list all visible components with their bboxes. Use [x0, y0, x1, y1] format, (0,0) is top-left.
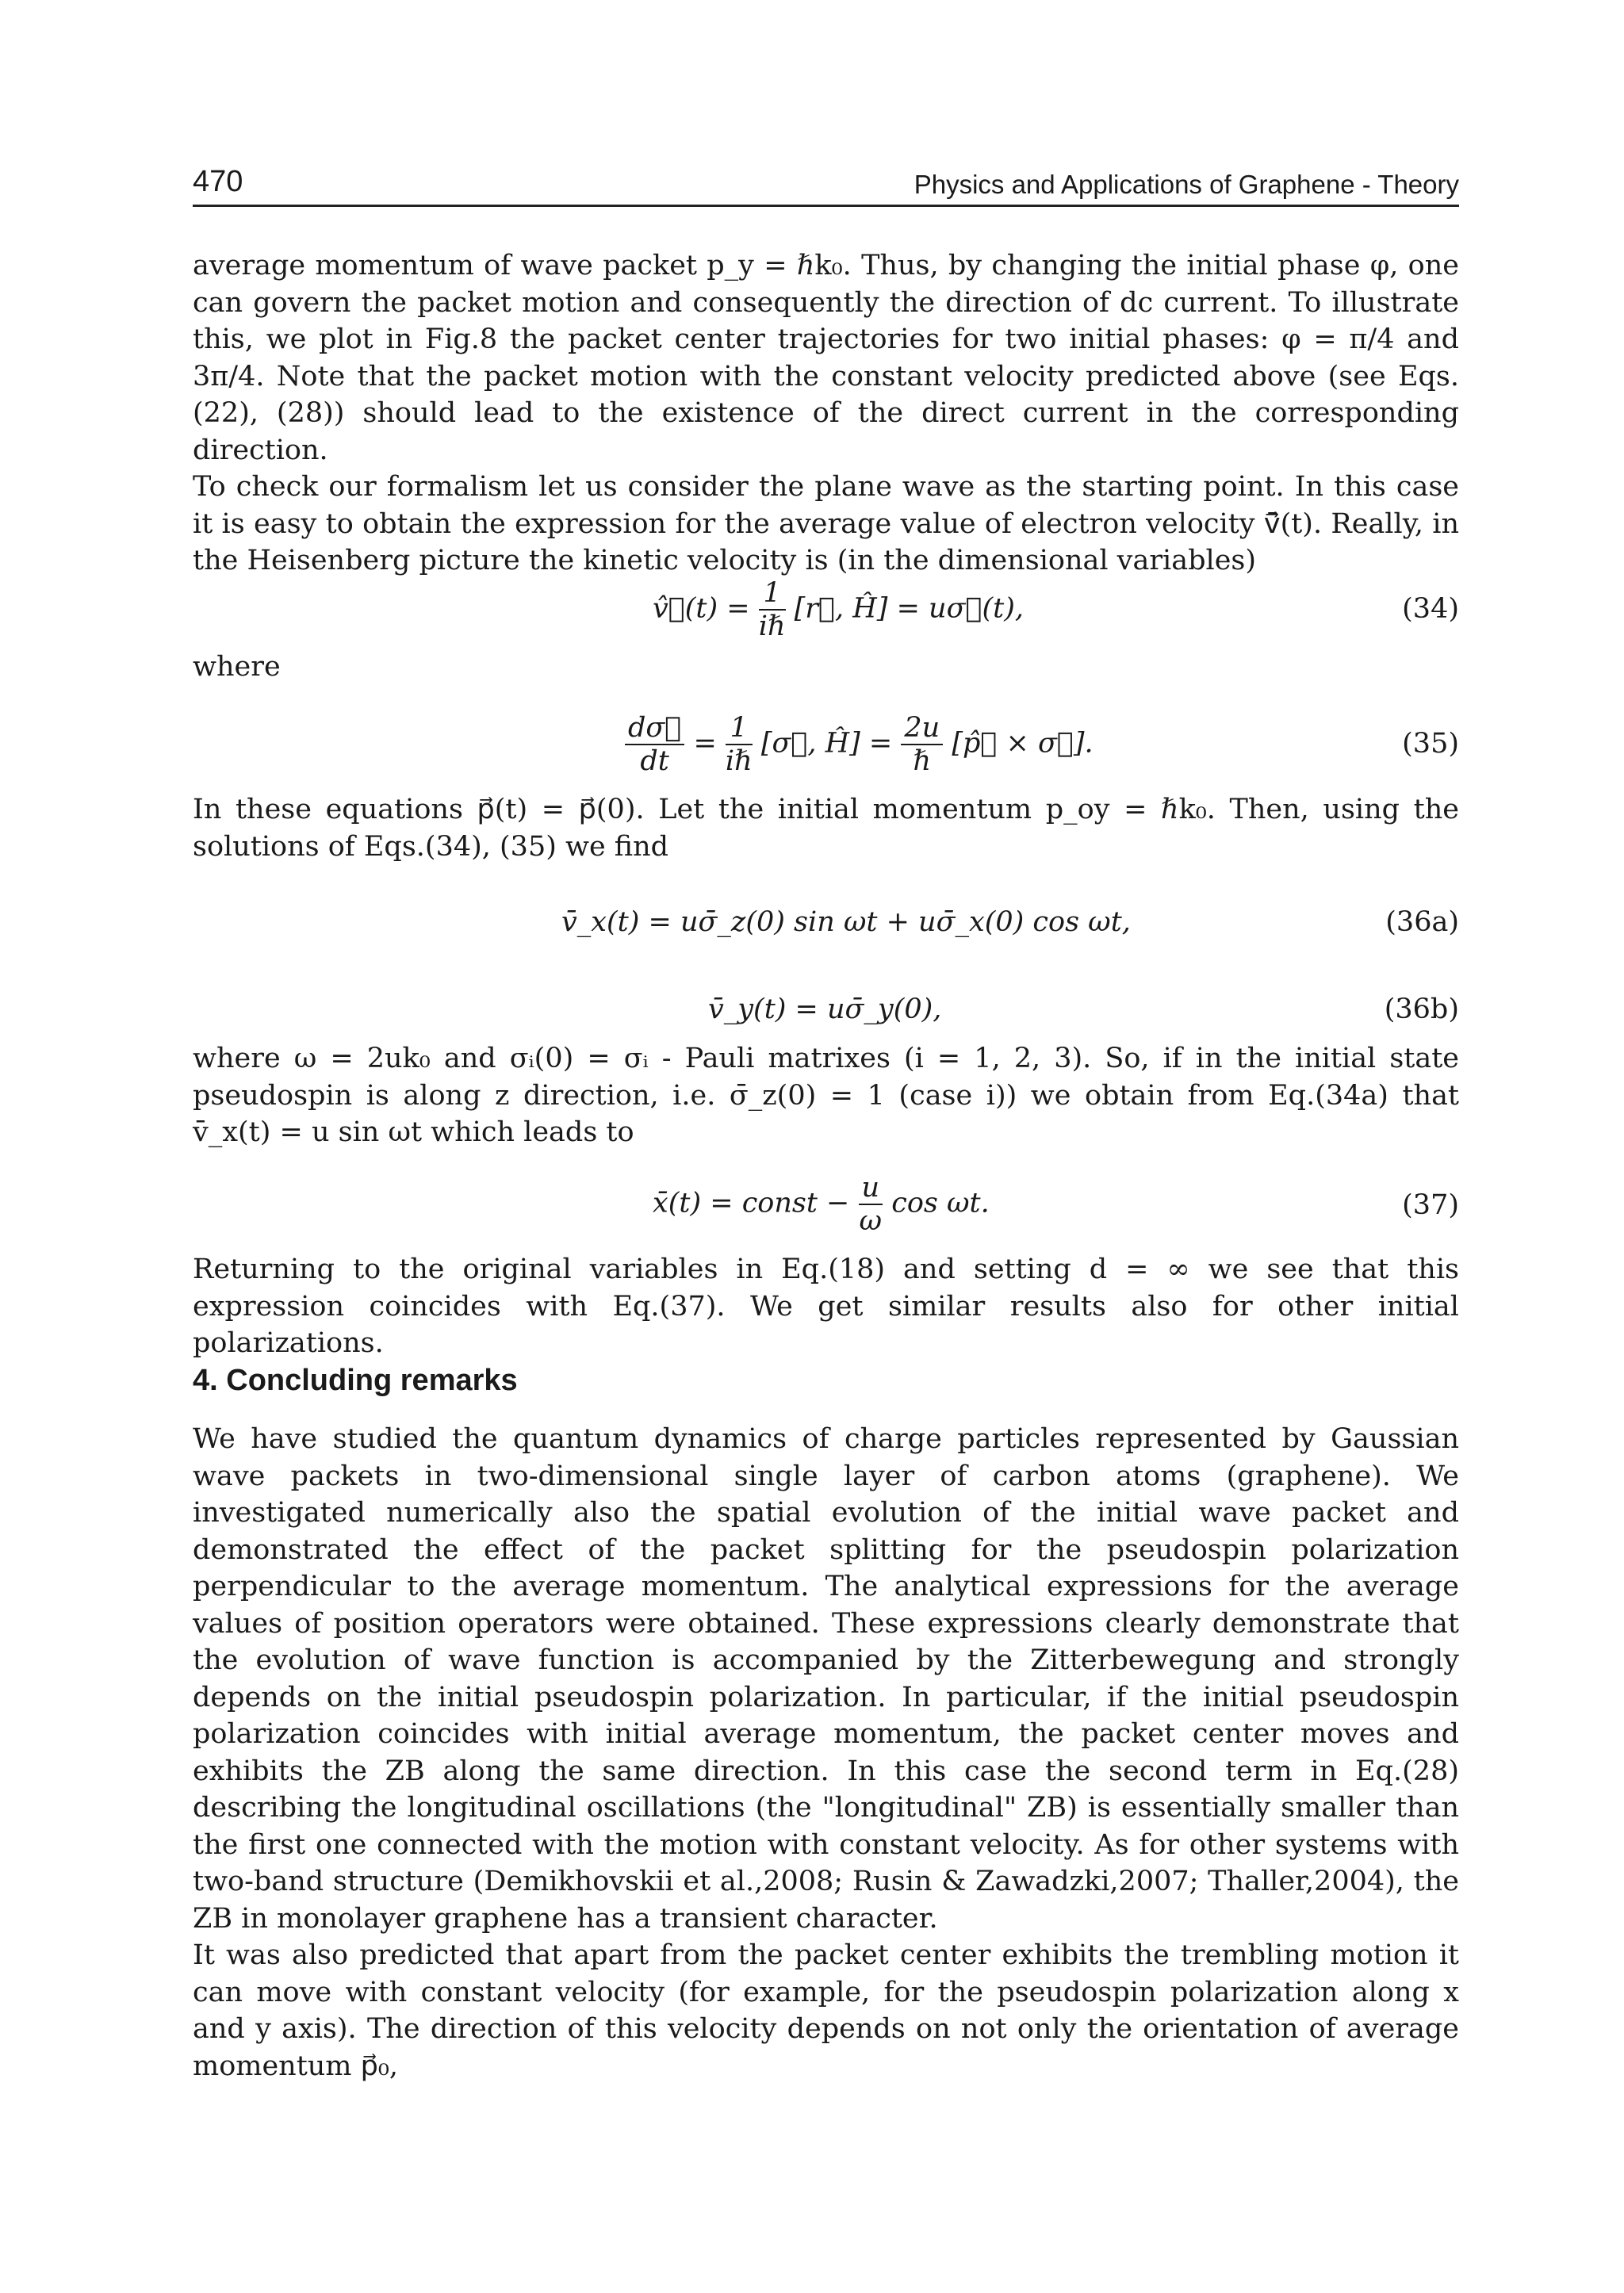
- equation-number: (36b): [1384, 993, 1459, 1025]
- eq-fraction: [726, 712, 753, 777]
- equation-36a: [193, 906, 1459, 970]
- paragraph-text: Returning to the original variables in Eq.(18) and setting d = ∞ we see that this expression coincides with Eq.(37). We get similar results also for other initial polarizations.: [193, 1254, 1459, 1359]
- eq-right: [p̂⃗ × σ⃗].: [952, 727, 1094, 760]
- paragraph-text: average momentum of wave packet p_y = ℏk₀. Thus, by changing the initial phase φ, one can govern the packet motion and consequently the direction of dc current. To illustrate this, we plot in Fig.8 the packet center trajectories for two initial phases: φ = π/4 and 3π/4. Note that the packet motion with the constant velocity predicted above (see Eqs.(22), (28)) should lead to the existence of the direct current in the corresponding direction.: [193, 250, 1459, 466]
- equation-37: [193, 1172, 1459, 1235]
- frac-numerator: 1: [759, 577, 786, 611]
- equation-number: (37): [1402, 1189, 1459, 1221]
- frac-denominator: ℏ: [913, 745, 932, 777]
- eq-fraction: [625, 712, 684, 777]
- paragraph-text: We have studied the quantum dynamics of charge particles represented by Gaussian wave packets in two-dimensional single layer of carbon atoms (graphene). We investigated numerically also the spatial evolution of the initial wave packet and demonstrated the effect of the packet splitting for the pseudospin polarization perpendicular to the average momentum. The analytical expressions for the average values of position operators were obtained. These expressions clearly demonstrate that the evolution of wave function is accompanied by the Zitterbewegung and strongly depends on the initial pseudospin polarization. In particular, if the initial pseudospin polarization coincides with initial average momentum, the packet center moves and exhibits the ZB along the same direction. In this case the second term in Eq.(28) describing the longitudinal oscillations (the "longitudinal" ZB) is essentially smaller than the first one connected with the motion with constant velocity. As for other systems with two-band structure (Demikhovskii et al.,2008; Rusin & Zawadzki,2007; Thaller,2004), the ZB in monolayer graphene has a transient character.: [193, 1423, 1459, 1935]
- eq-body: v̄_y(t) = uσ̄_y(0),: [708, 993, 942, 1025]
- paragraph-5: [193, 1251, 1459, 1362]
- frac-numerator: 1: [726, 712, 753, 745]
- frac-numerator: u: [859, 1172, 883, 1205]
- eq-equals: =: [693, 727, 717, 760]
- paragraph-text: In these equations p⃗(t) = p⃗(0). Let the initial momentum p_oy = ℏk₀. Then, using the solutions of Eqs.(34), (35) we find: [193, 794, 1459, 863]
- paragraph-text: It was also predicted that apart from the packet center exhibits the trembling motion it can move with constant velocity (for example, for the pseudospin polarization along x and y axis). The direction of this velocity depends on not only the orientation of average momentum p⃗₀,: [193, 1939, 1459, 2082]
- equation-number: (34): [1402, 593, 1459, 625]
- page-number: 470: [193, 165, 243, 198]
- equation-number: (36a): [1385, 906, 1459, 938]
- equation-35: [193, 712, 1459, 775]
- frac-denominator: iℏ: [725, 745, 753, 777]
- frac-numerator: 2u: [901, 712, 943, 745]
- frac-denominator: ω: [859, 1205, 883, 1237]
- paragraph-text: where: [193, 651, 281, 683]
- where-label: [193, 649, 1459, 686]
- paragraph-text: To check our formalism let us consider the plane wave as the starting point. In this case it is easy to obtain the expression for the average value of electron velocity v̄⃗(t). Really, in the Heisenberg picture the kinetic velocity is (in the dimensional variables): [193, 471, 1459, 576]
- frac-denominator: iℏ: [758, 611, 786, 642]
- frac-denominator: dt: [640, 745, 669, 777]
- paragraph-1: [193, 247, 1459, 580]
- section-heading: 4. Concluding remarks: [193, 1364, 518, 1397]
- eq-fraction: [859, 1172, 883, 1237]
- paragraph-3: [193, 791, 1459, 865]
- eq-left: v̂⃗(t) =: [653, 592, 750, 625]
- paragraph-4: [193, 1040, 1459, 1151]
- equation-number: (35): [1402, 728, 1459, 760]
- eq-mid: [σ⃗, Ĥ] =: [760, 727, 893, 760]
- eq-body: v̄_x(t) = uσ̄_z(0) sin ωt + uσ̄_x(0) cos ωt,: [561, 906, 1131, 938]
- page-header: [193, 165, 1459, 207]
- eq-right: [r⃗, Ĥ] = uσ⃗(t),: [794, 592, 1024, 625]
- equation-34: [193, 577, 1459, 641]
- eq-fraction: [759, 577, 786, 642]
- paragraph-text: where ω = 2uk₀ and σᵢ(0) = σᵢ - Pauli matrixes (i = 1, 2, 3). So, if in the initial state pseudospin is along z direction, i.e. σ̄_z(0) = 1 (case i)) we obtain from Eq.(34a) that v̄_x(t) = u sin ωt which leads to: [193, 1043, 1459, 1148]
- eq-right: cos ωt.: [891, 1187, 990, 1219]
- running-title: Physics and Applications of Graphene - Theory: [914, 170, 1459, 199]
- frac-numerator: dσ⃗: [625, 712, 684, 745]
- eq-fraction: [901, 712, 943, 777]
- paragraph-6: [193, 1421, 1459, 2084]
- eq-left: x̄(t) = const −: [653, 1187, 850, 1219]
